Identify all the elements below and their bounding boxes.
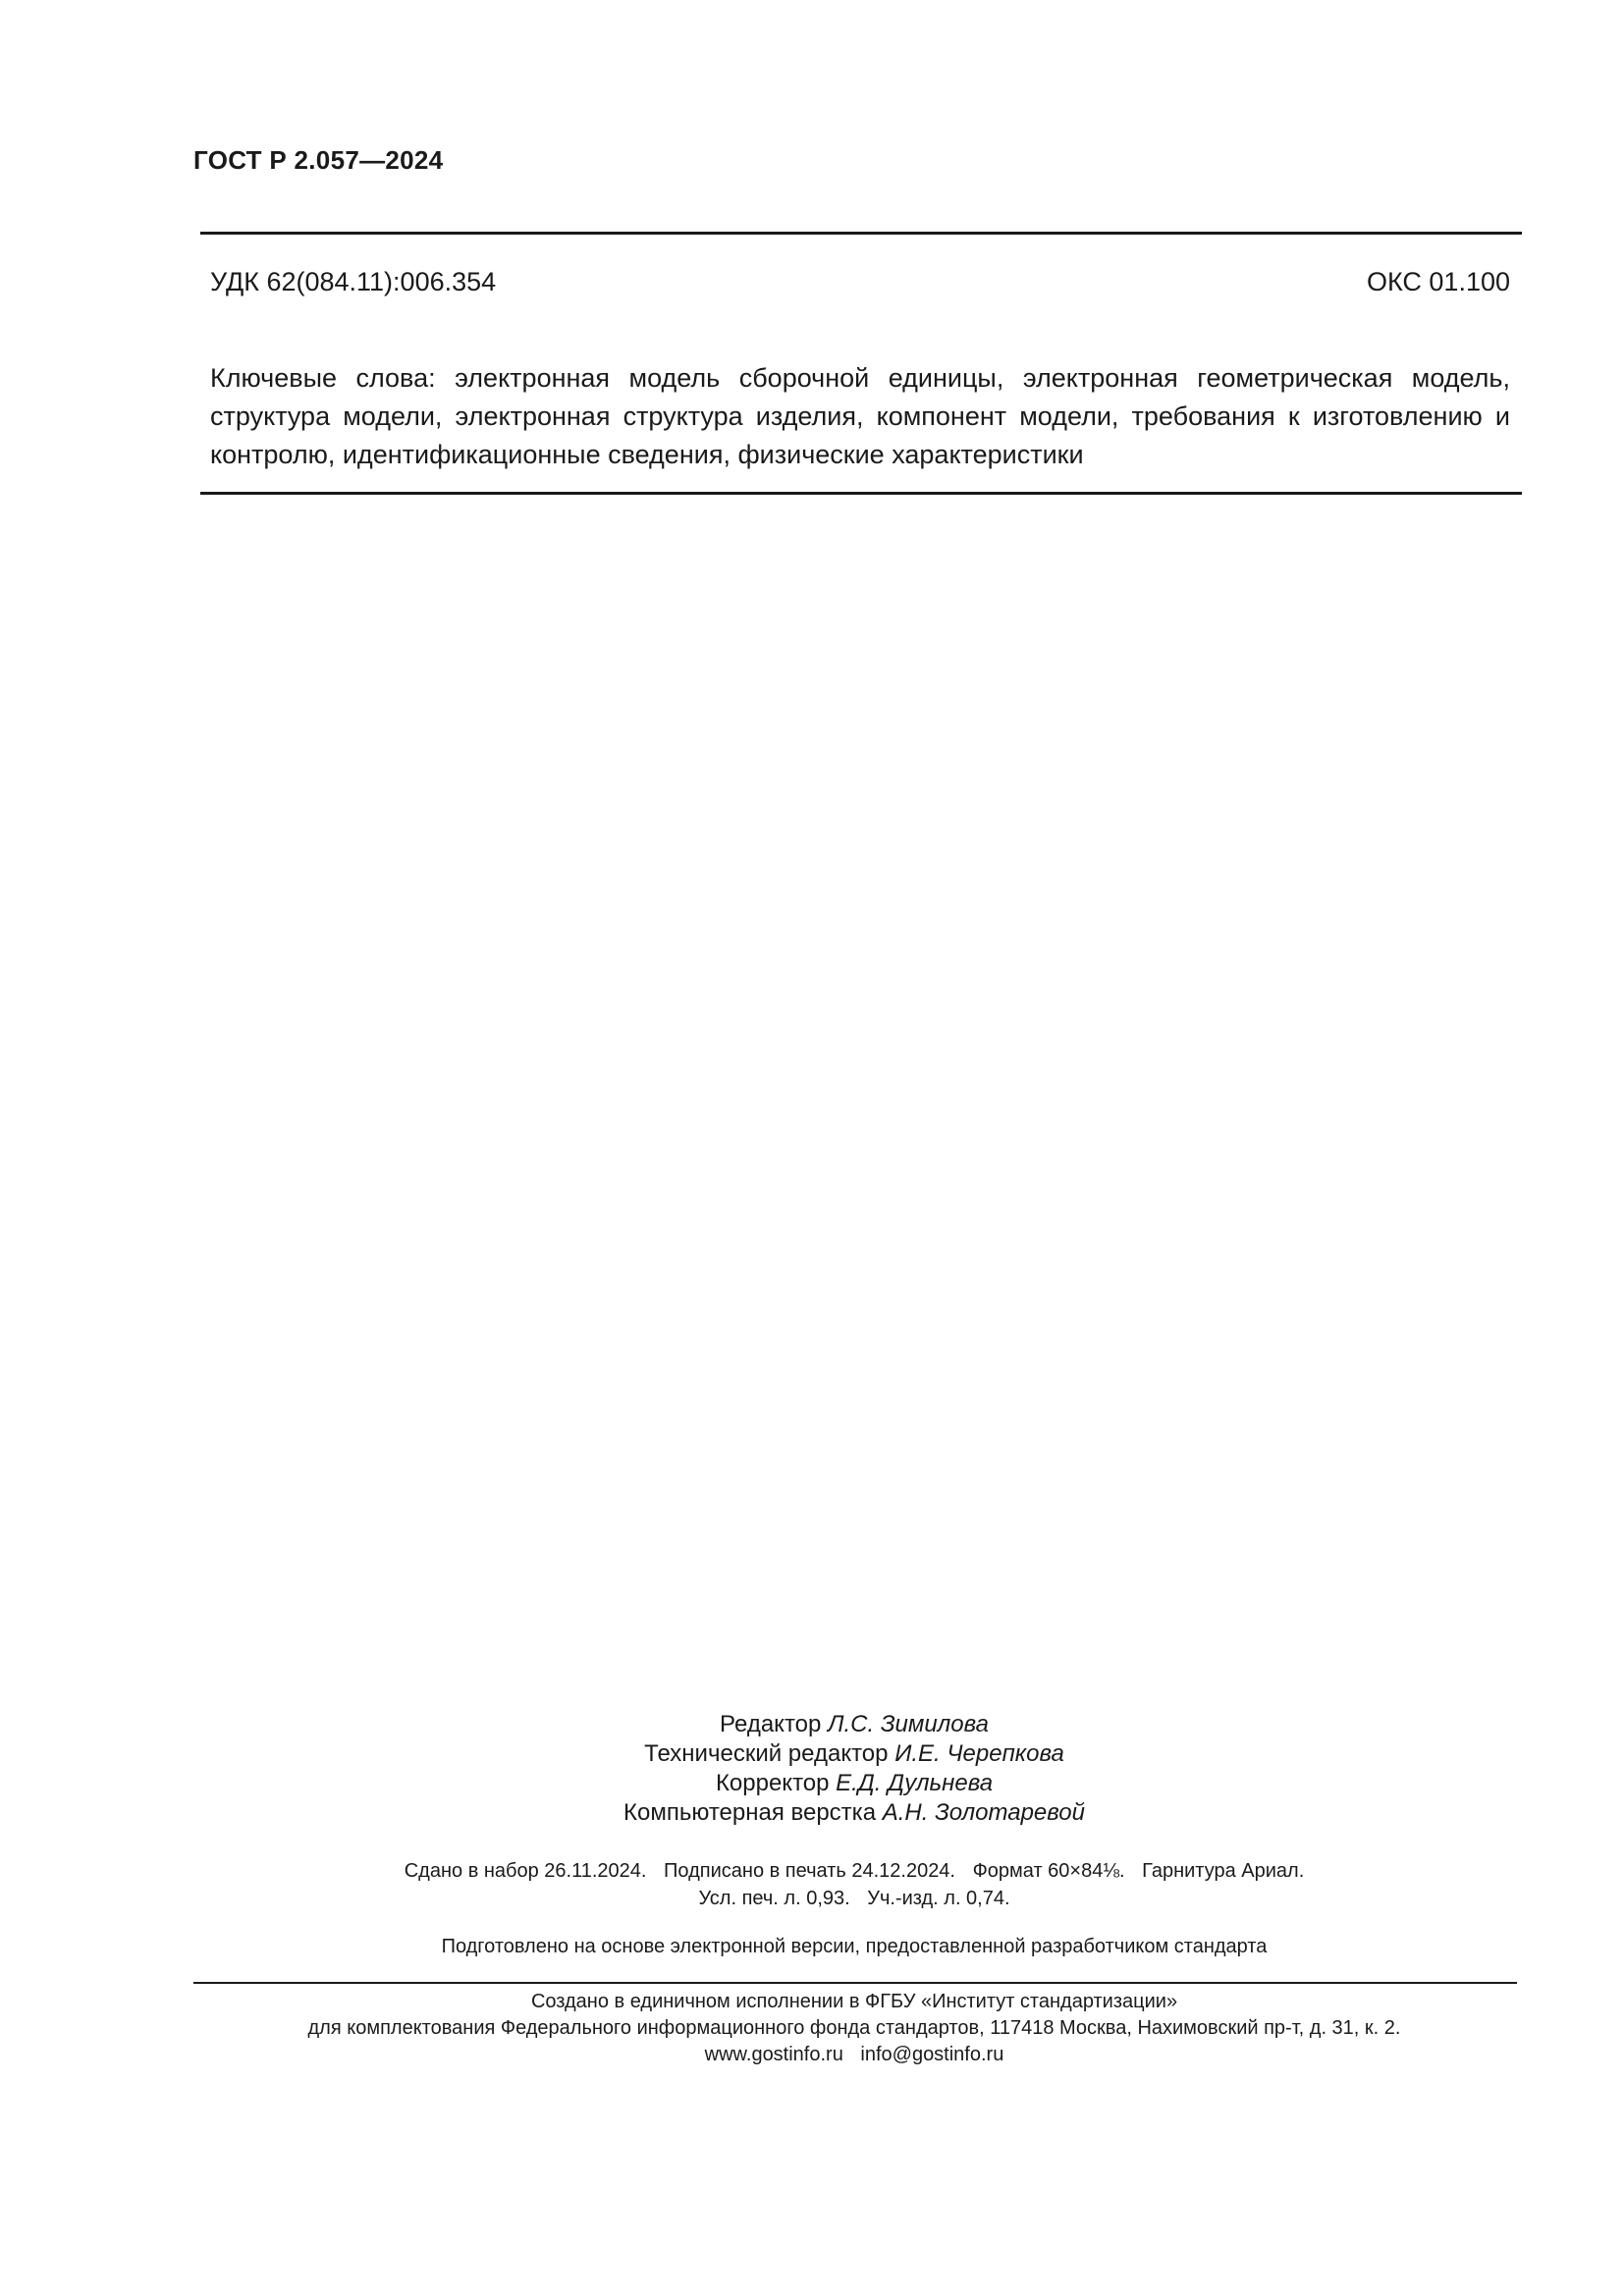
prepared-note: Подготовлено на основе электронной версии, предоставленной разработчиком стандарта	[441, 1936, 1268, 1957]
credit-person: И.Е. Черепкова	[894, 1740, 1064, 1767]
credit-role: Редактор	[720, 1711, 822, 1737]
print-info-line-1	[0, 1857, 1624, 1885]
publisher-line-1: Создано в единичном исполнении в ФГБУ «Институт стандартизации»	[530, 1991, 1178, 2012]
credit-editor	[0, 1710, 1624, 1739]
credit-typesetting	[0, 1798, 1624, 1828]
publisher-line-2: для комплектования Федерального информационного фонда стандартов, 117418 Москва, Нахимовский пр-т, д. 31, к. 2.	[307, 2017, 1401, 2039]
keywords-paragraph: Ключевые слова: электронная модель сборочной единицы, электронная геометрическая модель, структура модели, электронная структура изделия, компонент модели, требования к изготовлению и контролю, идентификационные сведения, физические характеристики	[210, 363, 1510, 469]
signed-date: Подписано в печать 24.12.2024.	[664, 1860, 955, 1882]
credit-role: Технический редактор	[644, 1740, 889, 1767]
divider-keywords	[200, 492, 1522, 495]
publisher-sheets: Уч.-изд. л. 0,74.	[867, 1888, 1010, 1909]
credit-person: Л.С. Зимилова	[828, 1711, 989, 1737]
credits-block	[0, 1710, 1624, 1828]
divider-bottom	[193, 1982, 1517, 1984]
credit-proofreader	[0, 1769, 1624, 1798]
website-link[interactable]: www.gostinfo.ru	[704, 2044, 843, 2065]
udk-code: УДК 62(084.11):006.354	[210, 267, 497, 296]
print-info-line-2	[0, 1885, 1624, 1912]
publisher-contacts	[0, 2042, 1624, 2068]
divider-top	[200, 232, 1522, 235]
paper-format: Формат 60×84⅛.	[972, 1860, 1125, 1882]
oks-code: ОКС 01.100	[1366, 267, 1510, 296]
email-link[interactable]: info@gostinfo.ru	[860, 2044, 1004, 2065]
submitted-date: Сдано в набор 26.11.2024.	[404, 1860, 647, 1882]
publisher-block	[0, 1989, 1624, 2068]
print-sheets: Усл. печ. л. 0,93.	[698, 1888, 850, 1909]
typeface: Гарнитура Ариал.	[1142, 1860, 1305, 1882]
credit-person: Е.Д. Дульнева	[836, 1770, 994, 1796]
print-info	[0, 1857, 1624, 1912]
standard-number: ГОСТ Р 2.057—2024	[193, 145, 444, 175]
credit-person: А.Н. Золотаревой	[882, 1799, 1085, 1826]
credit-role: Компьютерная верстка	[623, 1799, 877, 1826]
credit-technical-editor	[0, 1739, 1624, 1769]
credit-role: Корректор	[715, 1770, 830, 1796]
